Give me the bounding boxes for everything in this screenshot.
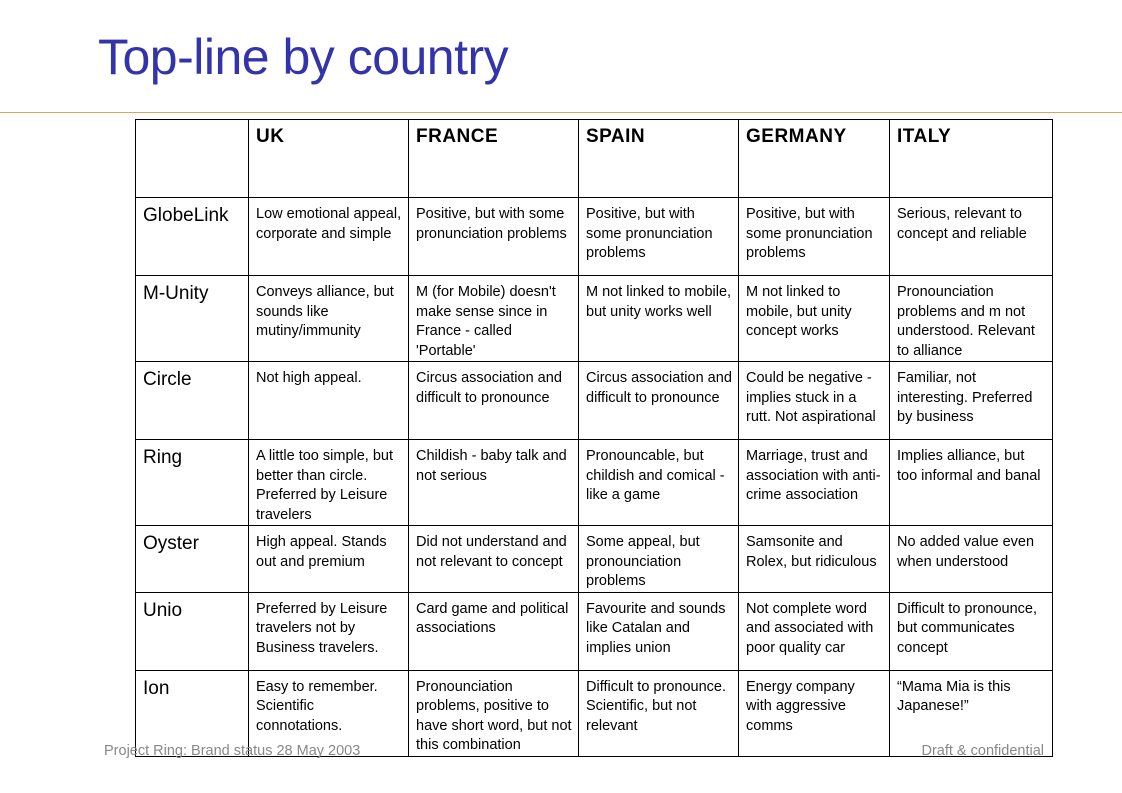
table-cell: Circus association and difficult to pronounce — [409, 362, 579, 440]
table-cell: Some appeal, but pronounciation problems — [579, 526, 739, 593]
table-cell: High appeal. Stands out and premium — [249, 526, 409, 593]
header-cell-italy: ITALY — [890, 120, 1053, 198]
table-cell: M not linked to mobile, but unity concept works — [739, 276, 890, 362]
table-cell: Not complete word and associated with poor quality car — [739, 592, 890, 670]
table-cell: Conveys alliance, but sounds like mutiny/immunity — [249, 276, 409, 362]
header-cell-corner — [136, 120, 249, 198]
table-cell: Low emotional appeal, corporate and simple — [249, 198, 409, 276]
table-cell: Energy company with aggressive comms — [739, 670, 890, 756]
header-cell-uk: UK — [249, 120, 409, 198]
brand-name-cell: Ion — [136, 670, 249, 756]
brand-name-cell: Oyster — [136, 526, 249, 593]
footer-confidential-label: Draft & confidential — [921, 743, 1044, 759]
table-cell: M (for Mobile) doesn't make sense since in France - called 'Portable' — [409, 276, 579, 362]
table-cell: Pronounciation problems, positive to have short word, but not this combination — [409, 670, 579, 756]
table-cell: Difficult to pronounce, but communicates concept — [890, 592, 1053, 670]
table-cell: Positive, but with some pronunciation problems — [409, 198, 579, 276]
table-row — [136, 440, 1053, 526]
table-cell: Favourite and sounds like Catalan and implies union — [579, 592, 739, 670]
table-cell: M not linked to mobile, but unity works well — [579, 276, 739, 362]
table-cell: Positive, but with some pronunciation problems — [579, 198, 739, 276]
table-cell: Samsonite and Rolex, but ridiculous — [739, 526, 890, 593]
brand-name-cell: Unio — [136, 592, 249, 670]
table-cell: Card game and political associations — [409, 592, 579, 670]
table-cell: Implies alliance, but too informal and banal — [890, 440, 1053, 526]
header-cell-germany: GERMANY — [739, 120, 890, 198]
table-cell: Could be negative - implies stuck in a rutt. Not aspirational — [739, 362, 890, 440]
footer-project-label: Project Ring: Brand status 28 May 2003 — [104, 743, 361, 759]
table-header-row — [136, 120, 1053, 198]
brand-name-cell: GlobeLink — [136, 198, 249, 276]
brand-name-cell: M-Unity — [136, 276, 249, 362]
table-cell: A little too simple, but better than circle. Preferred by Leisure travelers — [249, 440, 409, 526]
table-row — [136, 276, 1053, 362]
table-cell: Easy to remember. Scientific connotations. — [249, 670, 409, 756]
table-row — [136, 198, 1053, 276]
title-divider — [0, 112, 1122, 113]
table-cell: Familiar, not interesting. Preferred by business — [890, 362, 1053, 440]
page-title: Top-line by country — [98, 29, 509, 85]
table-row — [136, 526, 1053, 593]
table-cell: Childish - baby talk and not serious — [409, 440, 579, 526]
table-cell: Pronounciation problems and m not understood. Relevant to alliance — [890, 276, 1053, 362]
table-cell: Positive, but with some pronunciation problems — [739, 198, 890, 276]
table-cell: Marriage, trust and association with anti-crime association — [739, 440, 890, 526]
table-cell: No added value even when understood — [890, 526, 1053, 593]
table-row — [136, 362, 1053, 440]
header-cell-spain: SPAIN — [579, 120, 739, 198]
table-cell: Serious, relevant to concept and reliable — [890, 198, 1053, 276]
table-cell: Not high appeal. — [249, 362, 409, 440]
table-cell: Preferred by Leisure travelers not by Business travelers. — [249, 592, 409, 670]
table-cell: “Mama Mia is this Japanese!” — [890, 670, 1053, 756]
table-row — [136, 592, 1053, 670]
header-cell-france: FRANCE — [409, 120, 579, 198]
country-table — [135, 119, 1053, 757]
table-cell: Circus association and difficult to pronounce — [579, 362, 739, 440]
brand-name-cell: Ring — [136, 440, 249, 526]
table-cell: Did not understand and not relevant to concept — [409, 526, 579, 593]
table-cell: Pronouncable, but childish and comical - like a game — [579, 440, 739, 526]
brand-name-cell: Circle — [136, 362, 249, 440]
table-cell: Difficult to pronounce. Scientific, but not relevant — [579, 670, 739, 756]
